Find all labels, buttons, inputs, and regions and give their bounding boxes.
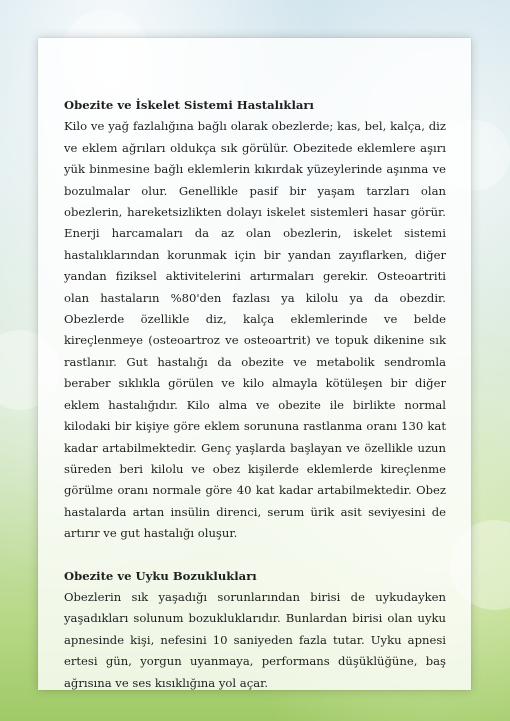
section-spacer (64, 545, 446, 566)
document-content (64, 95, 446, 694)
section-body-sleep: Obezlerin sık yaşadığı sorunlarından birisi de uykudayken yaşadıkları solunum bozukluklarıdır. Bunlardan birisi olan uyku apnesinde kişi, nefesini 10 saniyeden fazla tutar. Uyku apnesi ertesi gün, yorgun uyanmaya, performans düşüklüğüne, baş ağrısına ve ses kısıklığına yol açar. (64, 589, 446, 690)
document-page (38, 38, 471, 690)
section-heading-sleep: Obezite ve Uyku Bozuklukları (64, 568, 257, 583)
section-body-skeletal: Kilo ve yağ fazlalığına bağlı olarak obezlerde; kas, bel, kalça, diz ve eklem ağrıları oldukça sık görülür. Obezitede eklemlere aşırı yük binmesine bağlı eklemlerin kıkırdak yüzeylerinde aşınma ve bozulmalar olur. Genellikle pasif bir yaşam tarzları olan obezlerin, hareketsizlikten dolayı iskelet sistemleri hasar görür. Enerji harcamaları da az olan obezlerin, iskelet sistemi hastalıklarından korunmak için bir yandan zayıflarken, diğer yandan fiziksel aktivitelerini artırmaları gerekir. Osteoartriti olan hastaların %80'den fazlası ya kilolu ya da obezdir. Obezlerde özellikle diz, kalça eklemlerinde ve belde kireçlenmeye (osteoartroz ve osteoartrit) ve topuk dikenine sık rastlanır. Gut hastalığı da obezite ve metabolik sendromla beraber sıklıkla görülen ve kilo almayla kötüleşen bir diğer eklem hastalığıdır. Kilo alma ve obezite ile birlikte normal kilodaki bir kişiye göre eklem sorununa rastlanma oranı 130 kat kadar artabilmektedir. Genç yaşlarda başlayan ve özellikle uzun süreden beri kilolu ve obez kişilerde eklemlerde kireçlenme görülme oranı normale göre 40 kat kadar artabilmektedir. Obez hastalarda artan insülin direnci, serum ürik asit seviyesini de artırır ve gut hastalığı oluşur. (64, 119, 446, 541)
section-heading-skeletal: Obezite ve İskelet Sistemi Hastalıkları (64, 98, 314, 112)
